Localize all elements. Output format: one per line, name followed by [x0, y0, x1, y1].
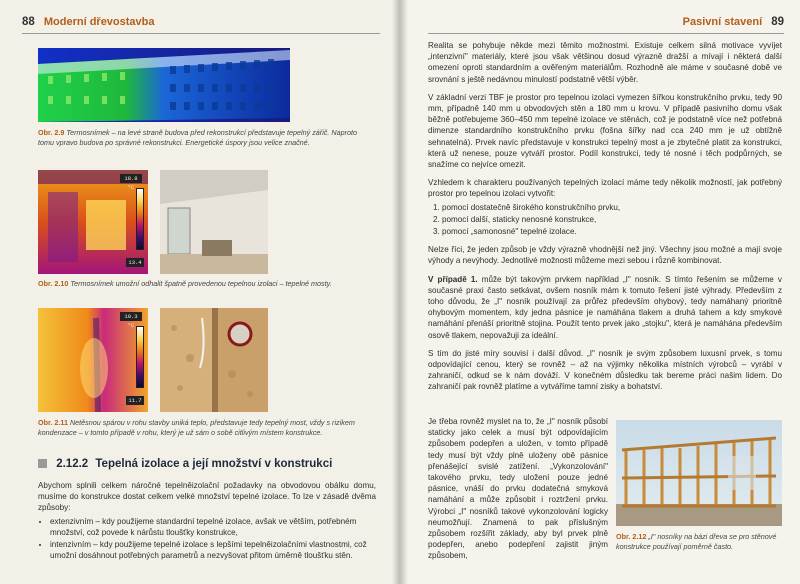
list-item: 1. pomocí dostatečně širokého konstrukčního prvku,: [442, 202, 782, 213]
header-rule: [22, 33, 380, 34]
intro-paragraph: Abychom splnili celkem náročné tepelněizolační požadavky na obvodovou obálku domu, musíme do konstrukce dostat celkem velké množství tepelné izolace. To lze v zásadě dvěma způsoby:: [38, 481, 376, 513]
fig-2-11-reading-bottom: 11.7: [126, 396, 144, 405]
right-page: [400, 0, 800, 584]
paragraph: V základní verzi TBF je prostor pro tepelnou izolaci vymezen šířkou konstrukčního prvku, tedy 90 mm, případně 140 mm u obvodových stěn a 180 mm u krovu. V případě pasivního domu však běžně potřebujeme 360–450 mm tepelné izolace ve stěnách, což je podstatně více než potřebná dimenze standardního konstrukčního prvku (fošna šířky nad cca 240 mm je už obtížně sehnatelná). Prvek navíc představuje v konstrukci tepelný most a je zbytečné platit za konstrukci, která už nenese, pouze vytváří prostor. Podíl konstrukci, tedy té nosné i těch podpůrných, se snažíme co nejvíce omezit.: [428, 92, 782, 170]
paragraph: Nelze říci, že jeden způsob je vždy výrazně vhodnější než jiný. Všechny jsou možné a mají svoje výhody a nevýhody. Jednotlivé možnosti můžeme mezi sebou i různě kombinovat.: [428, 245, 782, 266]
fig-2-10-reading-bottom: 13.4: [126, 258, 144, 267]
paragraph: Je třeba rovněž myslet na to, že „I" nosník působí staticky jako celek a musí být odpovídajícím způsobem podepřen a uložen, v tomto případě tedy musí být vždy plně uloženy obě pásnice přenášející svislé zatížení. „Vykonzolování" takového prvku, tedy uložení pouze jedné pásnice, vnáší do prvku dodatečná smyková namáhání a může způsobit i roztržení prvku. Výrobci „I" nosníků takové vykonzolování logicky neumožňují. Znamená to pak příslušným způsobem rozšířit základy, aby byl prvek plně podepřen, anebo podepření zajistit jiným způsobem,: [428, 417, 608, 561]
right-page-header: [683, 16, 784, 28]
fig-2-9-thermogram: [38, 48, 290, 122]
section-heading: [38, 458, 332, 470]
list-item: 3. pomocí „samonosné" tepelné izolace.: [442, 226, 782, 237]
left-page-header: [22, 16, 155, 28]
right-body-text: [428, 40, 782, 400]
fig-2-10-photo: [160, 170, 268, 274]
list-item: • intenzivním – kdy použijeme tepelné izolace s lepšími tepelněizolačními vlastnostmi, což umožní dosáhnout potřebných parametrů a nezvyšovat přitom úměrně tloušťku stěn.: [50, 539, 376, 561]
fig-2-11-reading-top: 19.3 °C: [120, 312, 142, 321]
methods-list: [50, 516, 376, 562]
section-number: 2.12.2: [56, 458, 89, 470]
fig-2-11-photo: [160, 308, 268, 412]
list-item: • extenzivním – kdy použijeme standardní tepelné izolace, avšak ve větším, potřebném množství, což povede k nárůstu tloušťky konstrukce,: [50, 516, 376, 538]
fig-2-9-text: Termosnímek – na levé straně budova před rekonstrukcí představuje tepelný zářič. Naproto tomu vpravo budova po správné rekonstrukci. Energetické úspory jsou velice značné.: [38, 128, 357, 147]
case-1-text: může být takovým prvkem například „I" nosník. S tímto řešením se můžeme v současné praxi často setkávat, ovšem nosník mám k tomuto řešení jisté výhrady. Především z toho důvodu, že „I" nosník používají za průřez především ohybový, tedy namáhaný prioritně ohybovým momentem, kdy jedna pásnice je namáhána tlakem a druhá tahem a kdy smykové namáhání přenáší prioritně stojina. Použít tento prvek jako „stojku", která je namáhána především osově tlakem, nepovažuji za ideální.: [428, 274, 782, 340]
fig-2-11-thermogram: [38, 308, 148, 412]
list-item: 2. pomocí další, staticky nenosné konstrukce,: [442, 214, 782, 225]
fig-2-9-caption: [38, 128, 358, 147]
fig-2-10-text: Termosnímek umožní odhalit špatně provedenou tepelnou izolaci – tepelné mosty.: [70, 279, 332, 288]
fig-2-10-label: Obr. 2.10: [38, 279, 69, 288]
fig-2-11-scale: [136, 326, 144, 388]
right-page-number: 89: [771, 16, 784, 28]
paragraph: [428, 274, 782, 341]
fig-2-10-caption: [38, 279, 378, 289]
fig-2-10-reading-top: 18.8 °C: [120, 174, 142, 183]
fig-2-12-label: Obr. 2.12: [616, 532, 647, 541]
paragraph: Realita se pohybuje někde mezi těmito možnostmi. Existuje celkem silná motivace vyvíjet „intenzivní" materiály, které jsou však většinou dosud výrazně dražší a mívají i některá další omezení oproti standardním a ověřeným materiálům. Rozhodně ale máme v současné době ve srovnání s ještě nedávnou minulostí podstatně větší výběr.: [428, 41, 782, 84]
fig-2-12-caption: [616, 532, 784, 551]
paragraph: S tím do jisté míry souvisí i další důvod. „I" nosník je svým způsobem luxusní prvek, s tomu odpovídající cenou, který se rovněž – až na výjimky několika místních výrobců – vyrábí v zahraničí, odkud se k nám dováží. V konečném důsledku tak bereme práci našim lidem. Do zahraničí pak rovněž platíme a vytváříme tamní zisky a bohatství.: [428, 348, 782, 392]
options-list: [442, 202, 782, 238]
paragraph: Vzhledem k charakteru používaných tepelných izolací máme tedy několik možností, jak potřebný prostor pro tepelnou izolaci vytvořit:: [428, 178, 782, 199]
section-title: Tepelná izolace a její množství v konstrukci: [95, 458, 333, 470]
right-running-title: Pasivní stavení: [682, 16, 763, 28]
case-1-lead: V případě 1.: [428, 274, 478, 284]
section-marker-icon: [38, 459, 47, 468]
fig-2-10-scale: [136, 188, 144, 250]
fig-2-11-label: Obr. 2.11: [38, 418, 68, 427]
fig-2-12-text: „I" nosníky na bázi dřeva se pro stěnové konstrukce používají poměrně často.: [616, 532, 777, 551]
fig-2-9-label: Obr. 2.9: [38, 128, 65, 137]
book-gutter: [392, 0, 408, 584]
left-page-number: 88: [22, 16, 35, 28]
fig-2-10-thermogram: [38, 170, 148, 274]
header-rule: [428, 33, 784, 34]
left-body-text: [38, 480, 376, 562]
fig-2-12-photo: [616, 420, 782, 526]
fig-2-11-text: Netěsnou spárou v rohu stavby uniká teplo, představuje tedy tepelný most, vždy s rizikem kondenzace – v tomto případě v rohu, který je už sám o sobě citlivým místem konstrukce.: [38, 418, 355, 437]
left-running-title: Moderní dřevostavba: [43, 16, 155, 28]
right-body-text-column: [428, 416, 608, 569]
fig-2-11-caption: [38, 418, 364, 437]
